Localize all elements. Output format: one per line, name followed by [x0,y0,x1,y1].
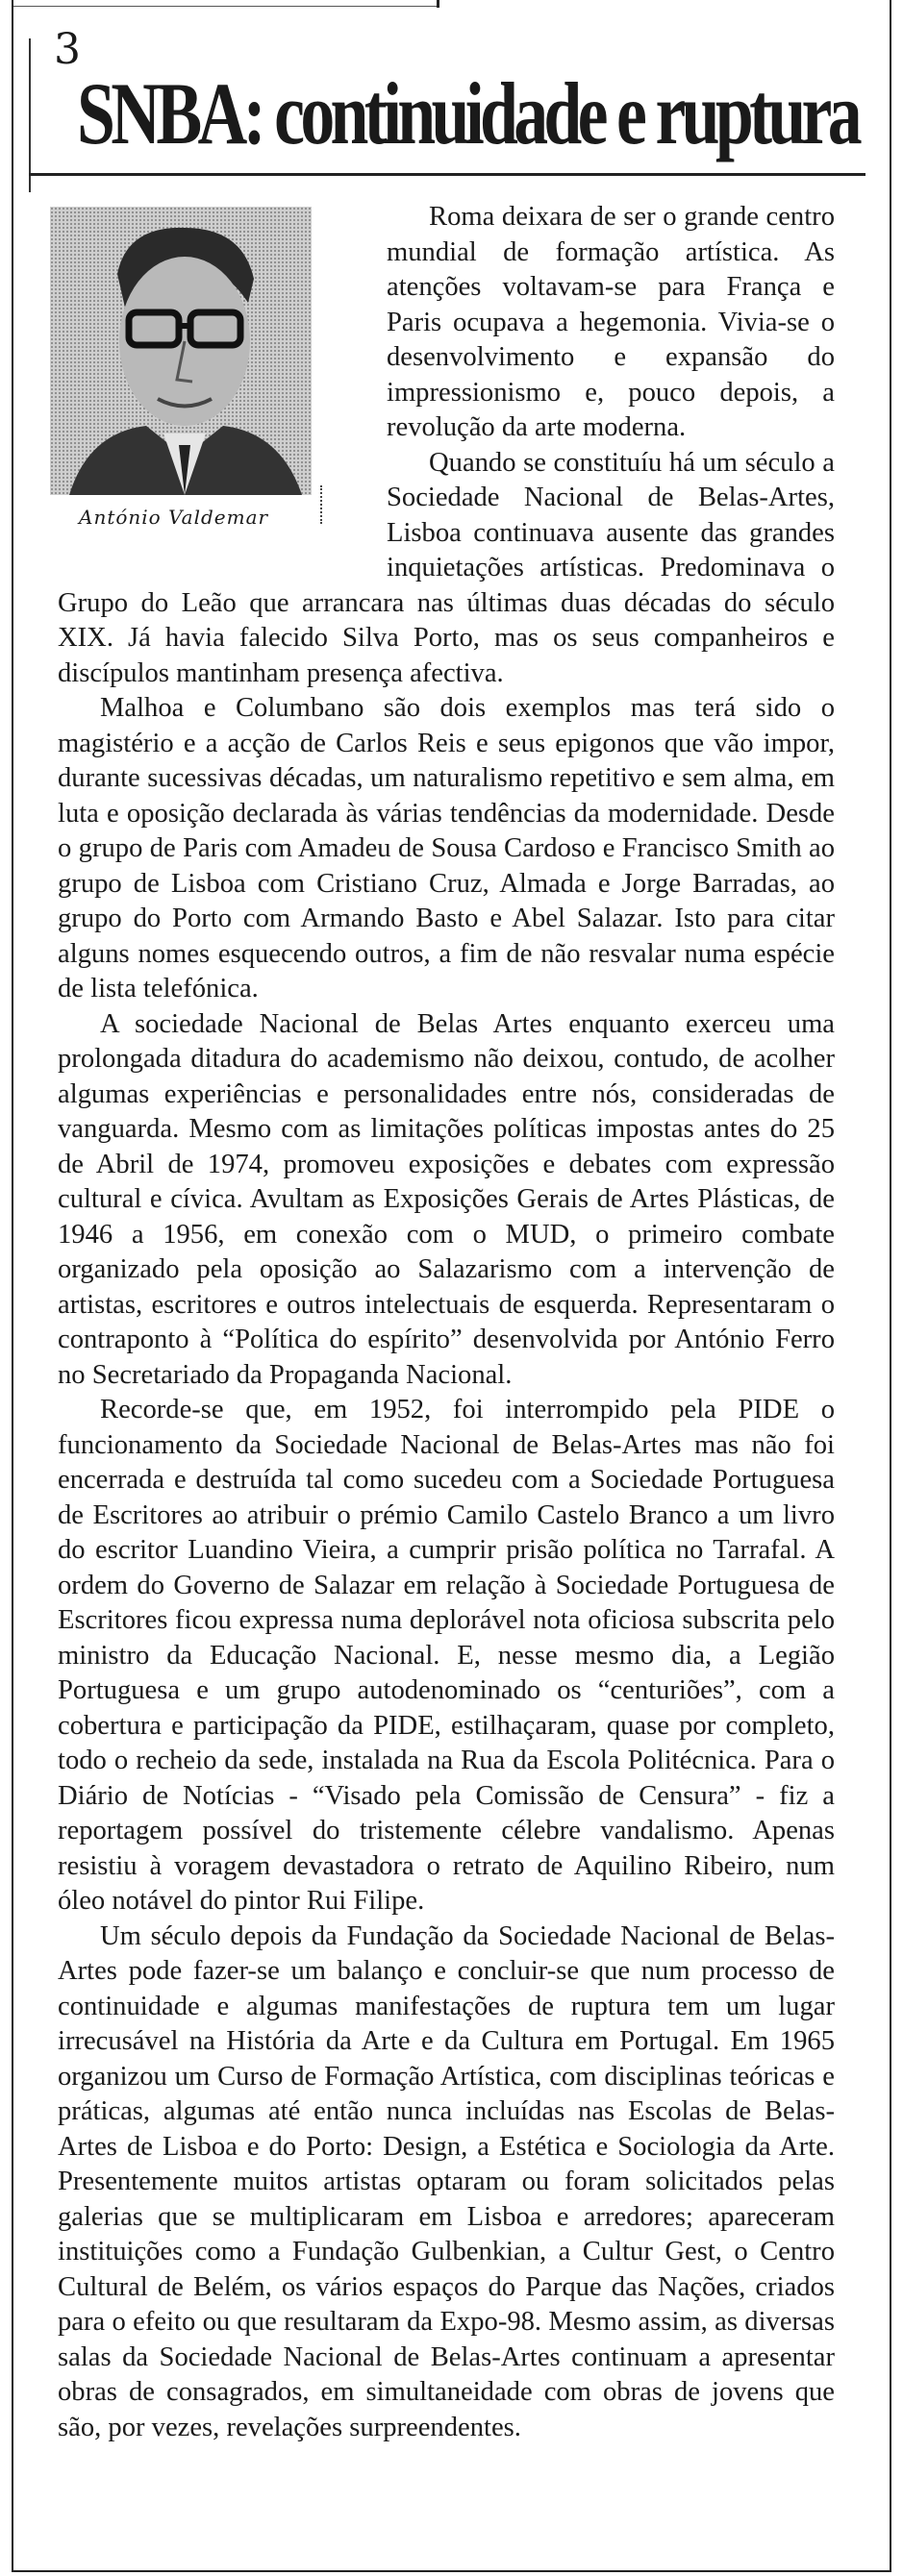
headline: SNBA: continuidade e ruptura [77,64,858,162]
article-body [58,200,835,2445]
top-tick [437,0,439,8]
paragraph: Um século depois da Fundação da Sociedade Nacional de Belas-Artes pode fazer-se um balanço e concluir-se que num processo de continuidade e algumas manifestações de ruptura tem um lugar irrecusável na História da Arte e da Cultura em Portugal. Em 1965 organizou um Curso de Formação Artística, com disciplinas teóricas e práticas, algumas até então nunca incluídas nas Escolas de Belas-Artes de Lisboa e do Porto: Design, a Estética e Sociologia da Arte. Presentemente muitos artistas optaram ou foram solicitados pelas galerias que se multiplicaram em Lisboa e arredores; apareceram instituições como a Fundação Gulbenkian, a Cultur Gest, o Centro Cultural de Belém, os vários espaços do Parque das Nações, criados para o efeito ou que resultaram da Expo-98. Mesmo assim, as diversas salas da Sociedade Nacional de Belas-Artes continuam a apresentar obras de consagrados, em simultaneidade com obras de jovens que são, por vezes, revelações surpreendentes. [58,1920,835,2442]
page-number: 3 [54,25,81,74]
paragraph: Malhoa e Columbano são dois exemplos mas terá sido o magistério e a acção de Carlos Reis e seus epigonos que vão impor, durante sucessivas décadas, um naturalismo repetitivo e sem alma, em luta e oposição declarada às várias tendências da modernidade. Desde o grupo de Paris com Amadeu de Sousa Cardoso e Francisco Smith ao grupo de Lisboa com Cristiano Cruz, Almada e Jorge Barradas, ao grupo do Porto com Armando Basto e Abel Salazar. Isto para citar alguns nomes esquecendo outros, a fim de não resvalar numa espécie de lista telefónica. [58,693,835,1003]
top-rule [13,6,437,7]
paragraph: A sociedade Nacional de Belas Artes enquanto exerceu uma prolongada ditadura do academismo não deixou, contudo, de acolher algumas experiências e personalidades entre nós, consideradas de vanguarda. Mesmo com as limitações políticas impostas antes do 25 de Abril de 1974, promoveu exposições e debates com expressão cultural e cívica. Avultam as Exposições Gerais de Artes Plásticas, de 1946 a 1956, em conexão com o MUD, o primeiro combate organizado pela oposição ao Salazarismo com a intervenção de artistas, escritores e outros intelectuais de esquerda. Representaram o contraponto à “Política do espírito” desenvolvida por António Ferro no Secretariado da Propaganda Nacional. [58,1008,835,1390]
photo-float-spacer [58,200,387,554]
paragraph: Roma deixara de ser o grande centro mundial de formação artística. As atenções voltavam-se para França e Paris ocupava a hegemonia. Vivia-se o desenvolvimento e expansão do impressionismo e, pouco depois, a revolução da arte moderna. [387,202,835,442]
paragraph: Quando se constituíu há um século a Sociedade Nacional de Belas-Artes, Lisboa continuava ausente das grandes inquietações artísticas. Predominava o Grupo do Leão que arrancara nas últimas duas décadas do século XIX. Já havia falecido Silva Porto, mas os seus companheiros e discípulos mantinham presença afectiva. [58,447,835,688]
headline-rule [29,173,865,176]
paragraph: Recorde-se que, em 1952, foi interrompido pela PIDE o funcionamento da Sociedade Nacional de Belas-Artes mas não foi encerrada e destruída tal como sucedeu com a Sociedade Portuguesa de Escritores ao atribuir o prémio Camilo Castelo Branco a um livro do escritor Luandino Vieira, a cumprir prisão política no Tarrafal. A ordem do Governo de Salazar em relação à Sociedade Portuguesa de Escritores ficou expressa numa deplorável nota oficiosa subscrita pelo ministro da Educação Nacional. E, nesse mesmo dia, a Legião Portuguesa e um grupo autodenominado os “centuriões”, com a cobertura e participação da PIDE, estilhaçaram, quase por completo, todo o recheio da sede, instalada na Rua da Escola Politécnica. Para o Diário de Notícias - “Visado pela Comissão de Censura” - fiz a reportagem possível do tristemente célebre vandalismo. Apenas resistiu à voragem devastadora o retrato de Aquilino Ribeiro, num óleo notável do pintor Rui Filipe. [58,1395,835,1916]
side-rule [29,38,31,192]
photo-caption: António Valdemar [79,506,269,529]
